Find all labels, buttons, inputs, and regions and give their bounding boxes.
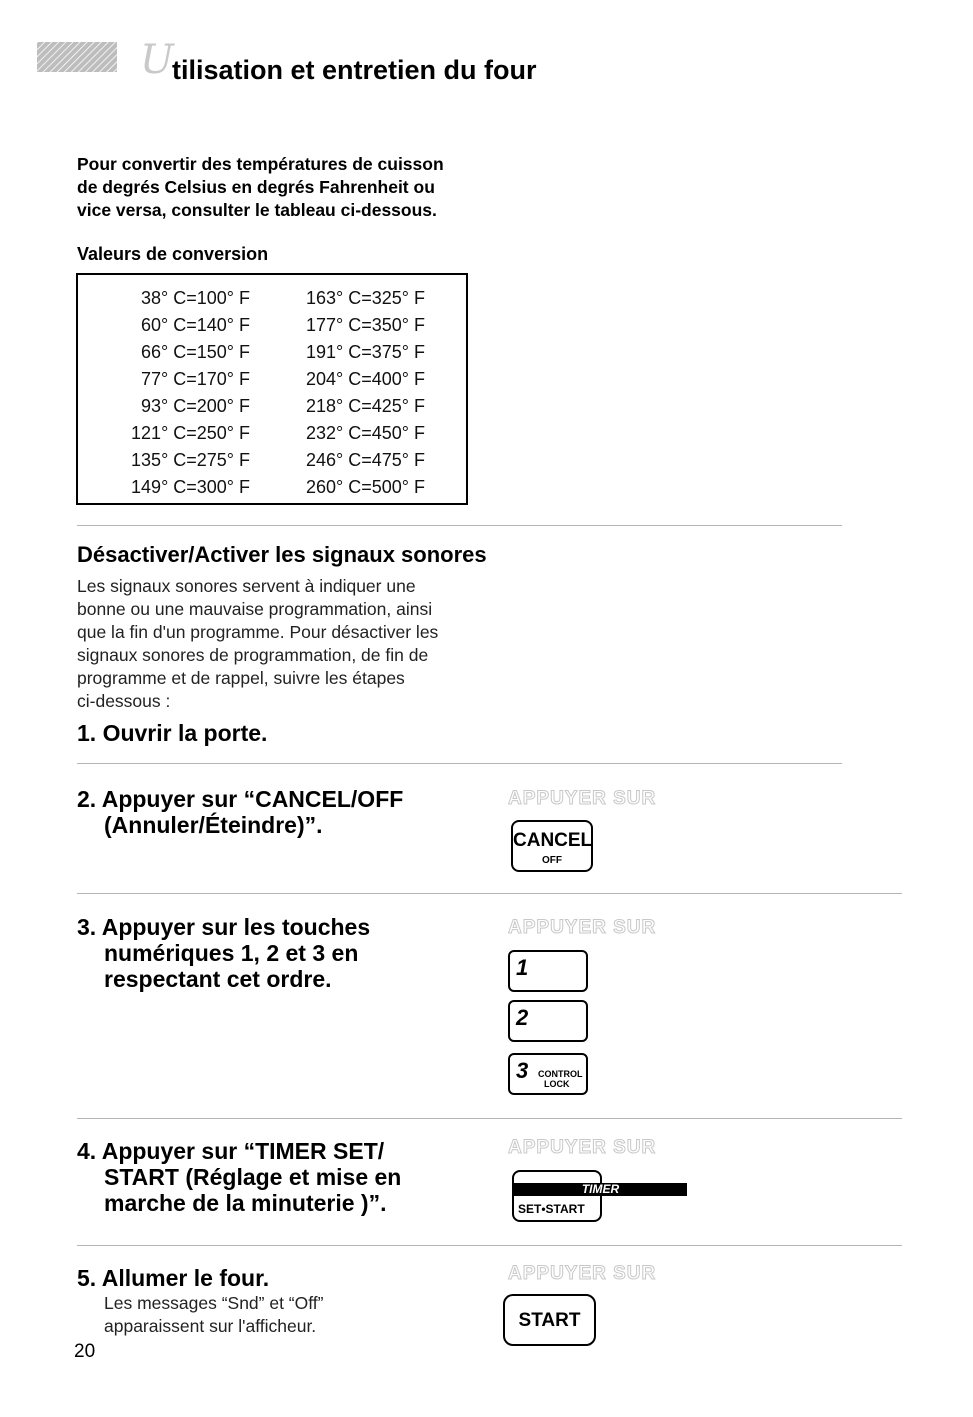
timer-set-start-key-icon [512,1170,602,1222]
conversion-value: 149° C=300° F [131,477,250,497]
conversion-column-left [116,285,250,501]
key-sublabel: OFF [542,855,562,866]
conversion-value: 77° C=170° F [141,369,250,389]
step-line: 4. Appuyer sur “TIMER SET/ [77,1138,385,1164]
divider [77,1118,902,1119]
divider [77,763,842,764]
conversion-value: 38° C=100° F [141,288,250,308]
step-line: 3. Appuyer sur les touches [77,914,371,940]
conversion-value: 177° C=350° F [306,315,425,335]
press-label: APPUYER SUR [508,788,657,809]
step-1-title [77,720,267,746]
conversion-column-right [306,285,425,501]
start-key-icon [503,1294,596,1346]
section-heading: Désactiver/Activer les signaux sonores [77,542,487,567]
key-1-icon [508,950,588,992]
desc-line: Les messages “Snd” et “Off” [104,1293,324,1313]
step-line: numériques 1, 2 et 3 en [104,940,359,966]
conversion-value: 135° C=275° F [131,450,250,470]
body-line: ci-dessous : [77,691,171,711]
key-label: START [518,1310,581,1331]
conversion-value: 163° C=325° F [306,288,425,308]
step-5-description [104,1292,324,1338]
press-label: APPUYER SUR [508,1263,657,1284]
key-digit: 2 [516,1005,529,1030]
press-label: APPUYER SUR [508,1137,657,1158]
key-sublabel-line: CONTROL [538,1069,583,1079]
divider [77,1245,902,1246]
body-line: programme et de rappel, suivre les étapes [77,668,405,688]
conversion-value: 66° C=150° F [141,342,250,362]
key-digit: 1 [516,955,529,980]
body-line: que la fin d'un programme. Pour désactiver les [77,622,439,642]
conversion-value: 246° C=475° F [306,450,425,470]
desc-line: apparaissent sur l'afficheur. [104,1316,317,1336]
step-line: respectant cet ordre. [104,966,332,992]
cancel-off-key-icon [511,820,593,872]
section-body [77,575,438,713]
conversion-value: 93° C=200° F [141,396,250,416]
conversion-heading: Valeurs de conversion [77,244,269,264]
intro-line: vice versa, consulter le tableau ci-dessous. [77,200,437,220]
title-initial: U [140,37,174,83]
divider [77,525,842,526]
body-line: bonne ou une mauvaise programmation, ainsi [77,599,433,619]
step-4-title [77,1138,401,1216]
key-3-control-lock-icon [508,1053,588,1095]
intro-line: de degrés Celsius en degrés Fahrenheit ou [77,177,435,197]
timer-bar: TIMER [514,1183,687,1196]
conversion-value: 232° C=450° F [306,423,425,443]
page-title: tilisation et entretien du four [172,55,537,85]
divider [77,893,902,894]
key-label: CANCEL [513,830,593,851]
key-sublabel [538,1069,583,1089]
conversion-value: 121° C=250° F [131,423,250,443]
conversion-value: 218° C=425° F [306,396,425,416]
header-decoration-icon [37,42,117,72]
step-line: 2. Appuyer sur “CANCEL/OFF [77,786,404,812]
press-label: APPUYER SUR [508,917,657,938]
key-sublabel-line: LOCK [544,1079,570,1089]
key-2-icon [508,1000,588,1042]
step-5-title [77,1265,269,1291]
conversion-value: 60° C=140° F [141,315,250,335]
step-line: (Annuler/Éteindre)”. [104,812,323,838]
page-number: 20 [74,1341,96,1362]
intro-line: Pour convertir des températures de cuisson [77,154,444,174]
step-line: 1. Ouvrir la porte. [77,720,268,746]
body-line: signaux sonores de programmation, de fin de [77,645,429,665]
intro-paragraph [77,153,507,222]
key-digit: 3 [516,1058,529,1083]
step-line: START (Réglage et mise en [104,1164,402,1190]
step-line: marche de la minuterie )”. [104,1190,387,1216]
step-3-title [77,914,370,992]
body-line: Les signaux sonores servent à indiquer une [77,576,416,596]
conversion-value: 260° C=500° F [306,477,425,497]
step-2-title [77,786,403,838]
step-line: 5. Allumer le four. [77,1265,270,1291]
conversion-table [76,273,468,505]
conversion-value: 204° C=400° F [306,369,425,389]
key-sublabel: SET•START [518,1202,585,1216]
conversion-value: 191° C=375° F [306,342,425,362]
